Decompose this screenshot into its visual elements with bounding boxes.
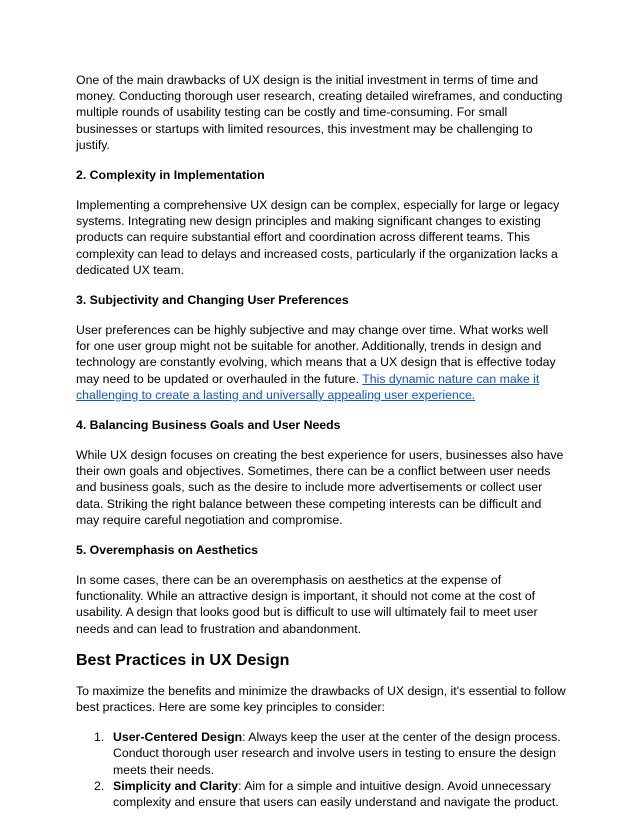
section-body-complexity: Implementing a comprehensive UX design can be complex, especially for large or legacy systems. Integrating new design principles and making significant changes to existing products can require substantial effort and coordination across different teams. This complexity can lead to delays and increased costs, particularly if the organization lacks a dedicated UX team.: [76, 198, 560, 277]
document-page: [76, 72, 566, 810]
list-item-text: : Aim for a simple and intuitive design. Avoid unnecessary complexity and ensure that users can easily understand and navigate the product.: [113, 778, 559, 810]
list-item-number: 2.: [94, 778, 105, 793]
list-item-text: : Always keep the user at the center of the design process. Conduct thorough user research and involve users in testing to ensure the design meets their needs.: [113, 730, 561, 777]
section-heading-subjectivity: 3. Subjectivity and Changing User Preferences: [76, 293, 349, 308]
best-practices-list: [76, 729, 566, 810]
list-item: [76, 729, 566, 778]
section-body-aesthetics: In some cases, there can be an overemphasis on aesthetics at the expense of functionality. While an attractive design is important, it should not come at the cost of usability. A design that looks good but is difficult to use will ultimately fail to meet user needs and can lead to frustration and abandonment.: [76, 573, 538, 636]
best-practices-intro: To maximize the benefits and minimize the drawbacks of UX design, it's essential to follow best practices. Here are some key principles to consider:: [76, 683, 566, 715]
dynamic-nature-link[interactable]: This dynamic nature can make it challenging to create a lasting and universally appealing user experience.: [76, 371, 540, 402]
list-item: [76, 778, 566, 810]
list-item-title: User-Centered Design: [113, 730, 243, 745]
section-body-subjectivity-text: User preferences can be highly subjective and may change over time. What works well for one user group might not be suitable for another. Additionally, trends in design and technology are constantly evolving, which means that a UX design that is effective today may need to be updated or overhauled in the future.: [76, 323, 556, 386]
section-body-balancing: While UX design focuses on creating the best experience for users, businesses also have their own goals and objectives. Sometimes, there can be a conflict between user needs and business goals, such as the desire to include more advertisements or collect user data. Striking the right balance between these competing interests can be difficult and may require careful negotiation and compromise.: [76, 448, 564, 527]
section-heading-aesthetics: 5. Overemphasis on Aesthetics: [76, 543, 259, 558]
section-heading-balancing: 4. Balancing Business Goals and User Needs: [76, 418, 341, 433]
list-item-title: Simplicity and Clarity: [113, 778, 239, 793]
intro-paragraph: One of the main drawbacks of UX design is the initial investment in terms of time and money. Conducting thorough user research, creating detailed wireframes, and conducting multiple rounds of usability testing can be costly and time-consuming. For small businesses or startups with limited resources, this investment may be challenging to justify.: [76, 73, 563, 152]
best-practices-heading: Best Practices in UX Design: [76, 651, 290, 669]
section-heading-complexity: 2. Complexity in Implementation: [76, 168, 265, 183]
list-item-number: 1.: [94, 730, 105, 745]
section-body-subjectivity: [76, 322, 566, 403]
